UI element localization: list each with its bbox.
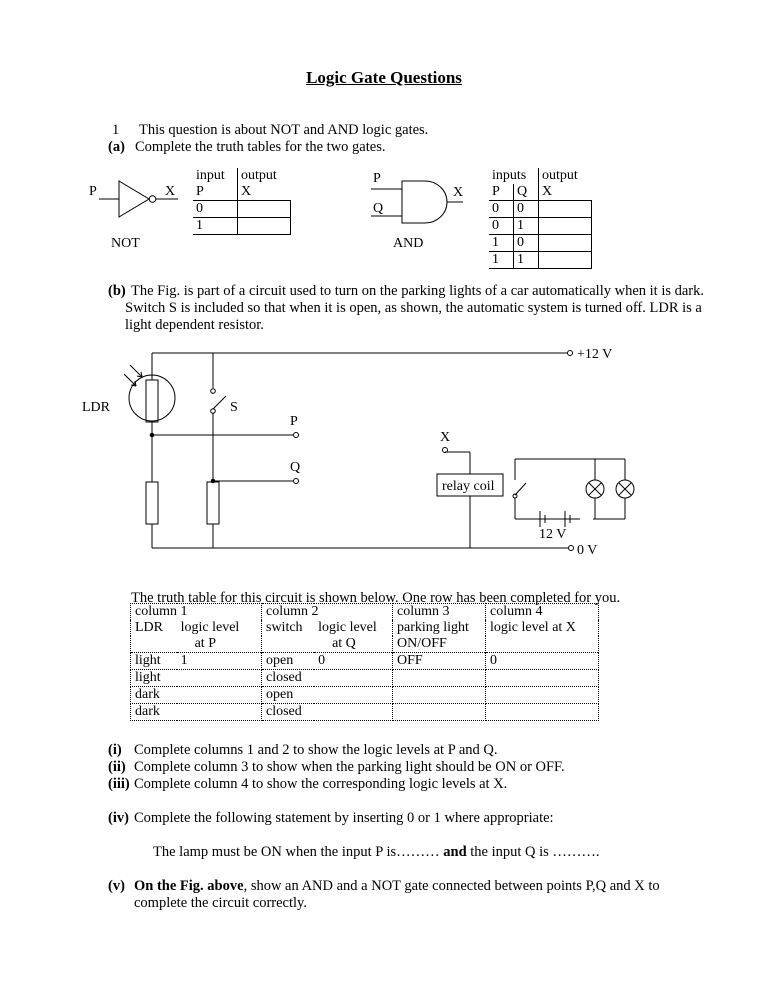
switch-s-label: S [230, 400, 238, 415]
part-iii-text: Complete column 4 to show the corresponding logic levels at X. [134, 776, 508, 792]
ldr-label: LDR [82, 400, 110, 415]
and-input-q-label: Q [373, 201, 384, 216]
voltage-12-label: +12 V [577, 347, 613, 362]
circuit-diagram [0, 340, 768, 570]
part-v-line2: complete the circuit correctly. [134, 895, 307, 911]
part-v-line1 [134, 878, 660, 895]
part-iv-text: Complete the following statement by inserting 0 or 1 where appropriate: [134, 810, 554, 826]
truth-table-intro: The truth table for this circuit is shown below. One row has been completed for you. [131, 590, 621, 606]
not-input-label: P [89, 184, 97, 199]
part-b-line1: The Fig. is part of a circuit used to turn on the parking lights of a car automatically when it is dark. [131, 283, 705, 299]
statement-part-b: the input Q is ………. [466, 844, 600, 860]
part-ii-label: (ii) [108, 759, 126, 775]
part-b-label: (b) [108, 283, 126, 299]
statement-part-a: The lamp must be ON when the input P is……… [153, 844, 444, 860]
part-v-label: (v) [108, 878, 125, 894]
circuit-truth-table: column 1 column 2 column 3 column 4 LDR logic level switch logic level parking light logic level at X at P at Q ON/OFF light 1 open 0 OFF 0 light closed dark open dark closed [130, 603, 599, 721]
and-input-p-label: P [373, 171, 381, 186]
battery-label: 12 V [539, 527, 567, 542]
and-gate-diagram [365, 168, 480, 252]
part-v-text1: , show an AND and a NOT gate connected between points P,Q and X to [243, 878, 660, 894]
voltage-0-label: 0 V [577, 543, 598, 558]
point-p-label: P [290, 414, 298, 429]
not-truth-table: input output P X 0 1 [193, 168, 291, 235]
part-i-label: (i) [108, 742, 122, 758]
statement-line [153, 844, 600, 861]
and-output-label: X [453, 185, 464, 200]
part-a-text: Complete the truth tables for the two gates. [135, 139, 386, 155]
not-output-label: X [165, 184, 176, 199]
point-q-label: Q [290, 460, 301, 475]
part-v-bold: On the Fig. above [134, 878, 244, 894]
relay-coil-label: relay coil [442, 479, 495, 494]
part-ii-text: Complete column 3 to show when the parking light should be ON or OFF. [134, 759, 565, 775]
and-gate-label: AND [393, 236, 424, 251]
part-iii-label: (iii) [108, 776, 130, 792]
page-title: Logic Gate Questions [306, 68, 462, 87]
part-b-line2: Switch S is included so that when it is open, as shown, the automatic system is turned off. LDR is a [125, 300, 702, 316]
point-x-label: X [440, 430, 451, 445]
part-iv-label: (iv) [108, 810, 129, 826]
question-number: 1 [112, 122, 120, 138]
statement-and: and [443, 844, 467, 860]
part-b-line3: light dependent resistor. [125, 317, 264, 333]
part-a-label: (a) [108, 139, 125, 155]
not-gate-diagram [85, 168, 195, 252]
and-truth-table: inputs output P Q X 0 0 0 1 1 0 1 1 [489, 168, 592, 269]
not-gate-label: NOT [111, 236, 140, 251]
part-i-text: Complete columns 1 and 2 to show the logic levels at P and Q. [134, 742, 498, 758]
question-intro: This question is about NOT and AND logic gates. [139, 122, 429, 138]
